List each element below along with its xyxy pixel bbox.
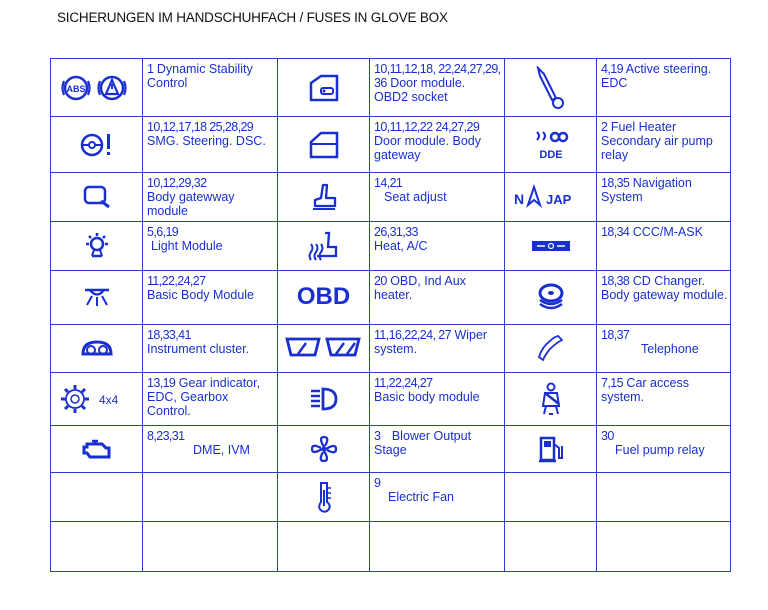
obd-icon: OBD bbox=[296, 283, 351, 311]
fuse-description: DME, IVM bbox=[193, 442, 250, 457]
fuse-numbers: 10,12,29,32 bbox=[147, 176, 207, 191]
fuse-numbers: 9 bbox=[374, 475, 381, 490]
fuse-numbers: 18,37 bbox=[601, 327, 630, 342]
fuse-numbers: 10,11,12,22 24,27,29 bbox=[374, 120, 480, 135]
fuse-table bbox=[50, 58, 731, 572]
navigation-icon bbox=[512, 183, 590, 211]
seat-icon bbox=[309, 182, 339, 212]
seatbelt-icon bbox=[537, 382, 565, 416]
nav-label: JAP bbox=[545, 192, 571, 208]
4x4-label: 4x4 bbox=[98, 392, 118, 407]
fuse-description: OBD, Ind Aux heater. bbox=[374, 273, 466, 302]
cd-changer-icon bbox=[536, 282, 566, 312]
door-icon bbox=[307, 130, 341, 160]
table-row bbox=[51, 521, 731, 571]
fuse-numbers: 4,19 bbox=[601, 62, 623, 76]
seat-heater-icon bbox=[307, 230, 341, 262]
abs-brake-icon bbox=[60, 73, 134, 103]
fuse-numbers: 10,12,17,18 25,28,29 bbox=[147, 120, 254, 135]
svg-text:N: N bbox=[513, 191, 524, 208]
fuse-description: CD Changer. Body gateway module. bbox=[601, 273, 728, 302]
fuse-description: Basic Body Module bbox=[147, 287, 255, 302]
gear-4x4-icon bbox=[59, 383, 135, 415]
table-row bbox=[51, 173, 731, 222]
table-row bbox=[51, 222, 731, 270]
fuse-description: Blower Output Stage bbox=[374, 428, 472, 457]
steering-column-icon bbox=[534, 66, 568, 110]
fuse-numbers: 30 bbox=[601, 428, 614, 443]
fuse-description: Door module. Body gateway bbox=[374, 134, 482, 163]
fuse-description: Dynamic Stability Control bbox=[147, 62, 253, 90]
fuse-numbers: 14,21 bbox=[374, 176, 403, 191]
headlight-icon bbox=[309, 385, 339, 413]
table-row bbox=[51, 324, 731, 372]
fuse-numbers: 8,23,31 bbox=[147, 428, 185, 443]
fuel-pump-icon bbox=[537, 434, 565, 464]
light-bulb-icon bbox=[83, 232, 111, 260]
abs-label: ABS bbox=[65, 83, 86, 94]
wiper-icon bbox=[284, 335, 364, 361]
table-row bbox=[51, 425, 731, 472]
fuse-numbers: 7,15 bbox=[601, 375, 623, 390]
interior-light-icon bbox=[82, 285, 112, 309]
fuse-numbers: 11,16,22,24, 27 bbox=[374, 327, 451, 342]
dde-label: DDE bbox=[538, 148, 563, 161]
fuse-description: SMG. Steering. DSC. bbox=[147, 134, 266, 149]
fuse-numbers: 18,33,41 bbox=[147, 327, 191, 342]
fuse-numbers: 5,6,19 bbox=[147, 225, 179, 240]
fuse-description: Instrument cluster. bbox=[147, 341, 250, 356]
fuse-description: Seat adjust bbox=[384, 190, 447, 205]
page-title: SICHERUNGEN IM HANDSCHUHFACH / FUSES IN GLOVE BOX bbox=[57, 10, 448, 25]
fuse-description: Heat, A/C bbox=[374, 239, 428, 254]
fuse-numbers: 18,38 bbox=[601, 273, 630, 288]
telephone-icon bbox=[536, 333, 566, 363]
fuse-numbers: 10,11,12,18, 22,24,27,29, 36 bbox=[374, 62, 501, 90]
door-module-icon bbox=[307, 73, 341, 103]
fuse-numbers: 2 bbox=[601, 120, 608, 135]
table-row bbox=[51, 270, 731, 324]
steering-warning-icon bbox=[76, 130, 118, 160]
fuse-description: Fuel pump relay bbox=[615, 442, 705, 457]
fuse-numbers: 18,35 bbox=[601, 176, 630, 191]
fuse-numbers: 11,22,24,27 bbox=[374, 375, 433, 390]
fuse-numbers: 13,19 bbox=[147, 375, 176, 390]
engine-icon bbox=[82, 437, 112, 461]
fuse-description: CCC/M-ASK bbox=[632, 225, 703, 240]
fuse-description: Telephone bbox=[641, 341, 699, 356]
table-row bbox=[51, 117, 731, 173]
fuse-numbers: 26,31,33 bbox=[374, 225, 418, 240]
cruise-control-icon bbox=[531, 238, 571, 254]
fuse-numbers: 1 bbox=[147, 62, 154, 76]
table-row bbox=[51, 59, 731, 117]
instrument-cluster-icon bbox=[80, 338, 114, 358]
fuse-description: Wiper system. bbox=[374, 327, 488, 356]
fuse-description: Electric Fan bbox=[388, 489, 454, 504]
fuse-description: Door module. OBD2 socket bbox=[374, 76, 466, 104]
fuse-description: Basic body module bbox=[374, 389, 480, 404]
fuse-description: Body gatewway module bbox=[147, 190, 235, 219]
thermometer-icon bbox=[314, 480, 334, 514]
table-row bbox=[51, 472, 731, 521]
mirror-icon bbox=[82, 183, 112, 211]
fuse-numbers: 11,22,24,27 bbox=[147, 273, 206, 288]
fuse-description: Fuel Heater Secondary air pump relay bbox=[601, 120, 713, 163]
table-row bbox=[51, 372, 731, 425]
fuse-description: Gear indicator, EDC, Gearbox Control. bbox=[147, 375, 261, 418]
fuse-description: Car access system. bbox=[601, 375, 689, 404]
fuse-numbers: 3 bbox=[374, 428, 381, 443]
fuse-numbers: 18,34 bbox=[601, 225, 630, 240]
fuse-description: Light Module bbox=[151, 239, 223, 254]
fuse-numbers: 20 bbox=[374, 273, 387, 288]
fuse-description: Active steering. EDC bbox=[601, 62, 712, 90]
fuse-description: Navigation System bbox=[601, 176, 692, 205]
blower-fan-icon bbox=[310, 435, 338, 463]
dde-heater-icon bbox=[531, 128, 571, 162]
